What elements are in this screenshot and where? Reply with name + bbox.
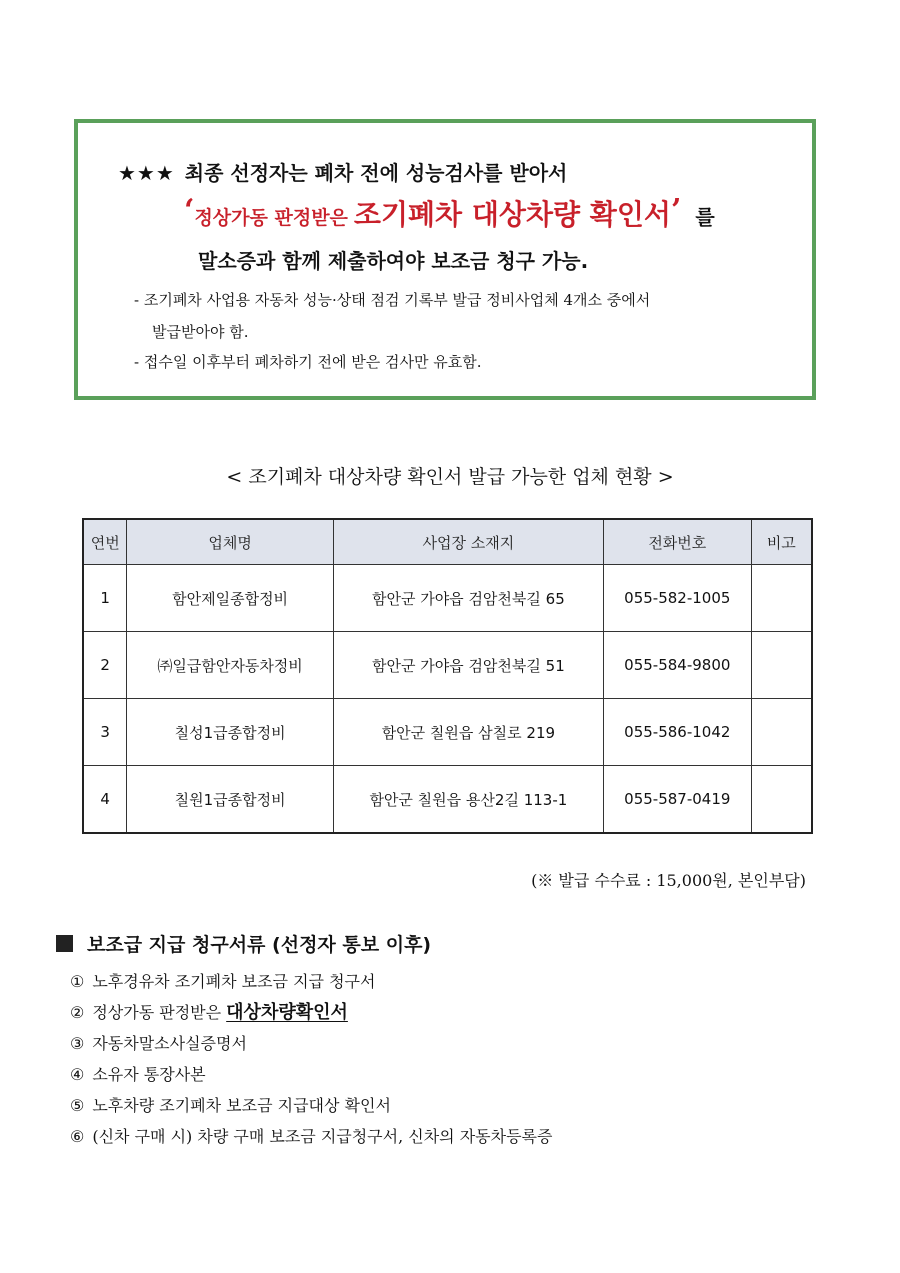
list-item-text: 자동차말소사실증명서 (92, 1034, 247, 1053)
table-header-row (83, 519, 812, 565)
cell-name: 칠성1급종합정비 (127, 699, 333, 766)
cell-name: ㈜일급함안자동차정비 (127, 632, 333, 699)
list-item-text: 소유자 통장사본 (92, 1065, 206, 1084)
header-no: 연번 (83, 519, 127, 565)
table-title: < 조기폐차 대상차량 확인서 발급 가능한 업체 현황 > (226, 466, 674, 488)
notice-line-1-text: 최종 선정자는 폐차 전에 성능검사를 받아서 (184, 161, 568, 185)
notice-bullet-2: - 접수일 이후부터 폐차하기 전에 받은 검사만 유효함. (134, 353, 482, 371)
notice-line-2-emphasis: 조기폐차 대상차량 확인서 (353, 198, 671, 231)
list-item (70, 997, 552, 1028)
list-item-text: 노후경유차 조기폐차 보조금 지급 청구서 (92, 972, 376, 991)
table-row (83, 565, 812, 632)
header-name: 업체명 (127, 519, 333, 565)
notice-line-2 (184, 193, 715, 233)
cell-phone: 055-582-1005 (603, 565, 751, 632)
header-address: 사업장 소재지 (333, 519, 603, 565)
cell-no: 2 (83, 632, 127, 699)
fee-note: (※ 발급 수수료 : 15,000원, 본인부담) (531, 871, 806, 890)
notice-box (74, 119, 816, 400)
list-item (70, 1028, 552, 1059)
close-quote: ’ (670, 193, 682, 228)
open-quote: ‘ (184, 193, 195, 228)
cell-address: 함안군 칠원읍 용산2길 113-1 (333, 766, 603, 834)
cell-note (751, 699, 812, 766)
notice-bullet-1-continued: 발급받아야 함. (152, 323, 249, 341)
notice-line-2-tail: 를 (695, 205, 715, 229)
documents-list (70, 966, 552, 1152)
cell-name: 함안제일종합정비 (127, 565, 333, 632)
cell-phone: 055-584-9800 (603, 632, 751, 699)
black-square-icon (56, 935, 73, 952)
circled-number: ④ (70, 1065, 85, 1084)
header-note: 비고 (751, 519, 812, 565)
cell-note (751, 632, 812, 699)
cell-phone: 055-587-0419 (603, 766, 751, 834)
notice-bullet-1: - 조기폐차 사업용 자동차 성능·상태 점검 기록부 발급 정비사업체 4개소 중에서 (134, 291, 651, 309)
cell-address: 함안군 가야읍 검암천북길 51 (333, 632, 603, 699)
cell-address: 함안군 가야읍 검암천북길 65 (333, 565, 603, 632)
table-row (83, 632, 812, 699)
list-item-text: 노후차량 조기폐차 보조금 지급대상 확인서 (92, 1096, 391, 1115)
list-item (70, 1059, 552, 1090)
documents-heading-text: 보조급 지급 청구서류 (선정자 통보 이후) (87, 934, 432, 956)
documents-heading (56, 930, 431, 957)
circled-number: ② (70, 1003, 85, 1022)
notice-line-1 (118, 157, 567, 186)
list-item-emphasis: 대상차량확인서 (226, 1002, 348, 1023)
stars-icon: ★★★ (118, 161, 175, 185)
cell-note (751, 565, 812, 632)
vendor-table (82, 518, 813, 834)
cell-address: 함안군 칠원읍 삼칠로 219 (333, 699, 603, 766)
cell-no: 1 (83, 565, 127, 632)
list-item-text: 정상가동 판정받은 (92, 1003, 222, 1022)
list-item-text: (신차 구매 시) 차량 구매 보조금 지급청구서, 신차의 자동차등록증 (92, 1127, 553, 1146)
circled-number: ① (70, 972, 85, 991)
cell-name: 칠원1급종합정비 (127, 766, 333, 834)
list-item (70, 1121, 552, 1152)
notice-line-2-small: 정상가동 판정받은 (194, 207, 348, 229)
notice-line-3: 말소증과 함께 제출하여야 보조금 청구 가능. (198, 249, 589, 273)
header-phone: 전화번호 (603, 519, 751, 565)
table-row (83, 699, 812, 766)
cell-phone: 055-586-1042 (603, 699, 751, 766)
table-row (83, 766, 812, 834)
list-item (70, 1090, 552, 1121)
circled-number: ⑥ (70, 1127, 85, 1146)
cell-no: 4 (83, 766, 127, 834)
circled-number: ③ (70, 1034, 85, 1053)
list-item (70, 966, 552, 997)
circled-number: ⑤ (70, 1096, 85, 1115)
cell-note (751, 766, 812, 834)
cell-no: 3 (83, 699, 127, 766)
